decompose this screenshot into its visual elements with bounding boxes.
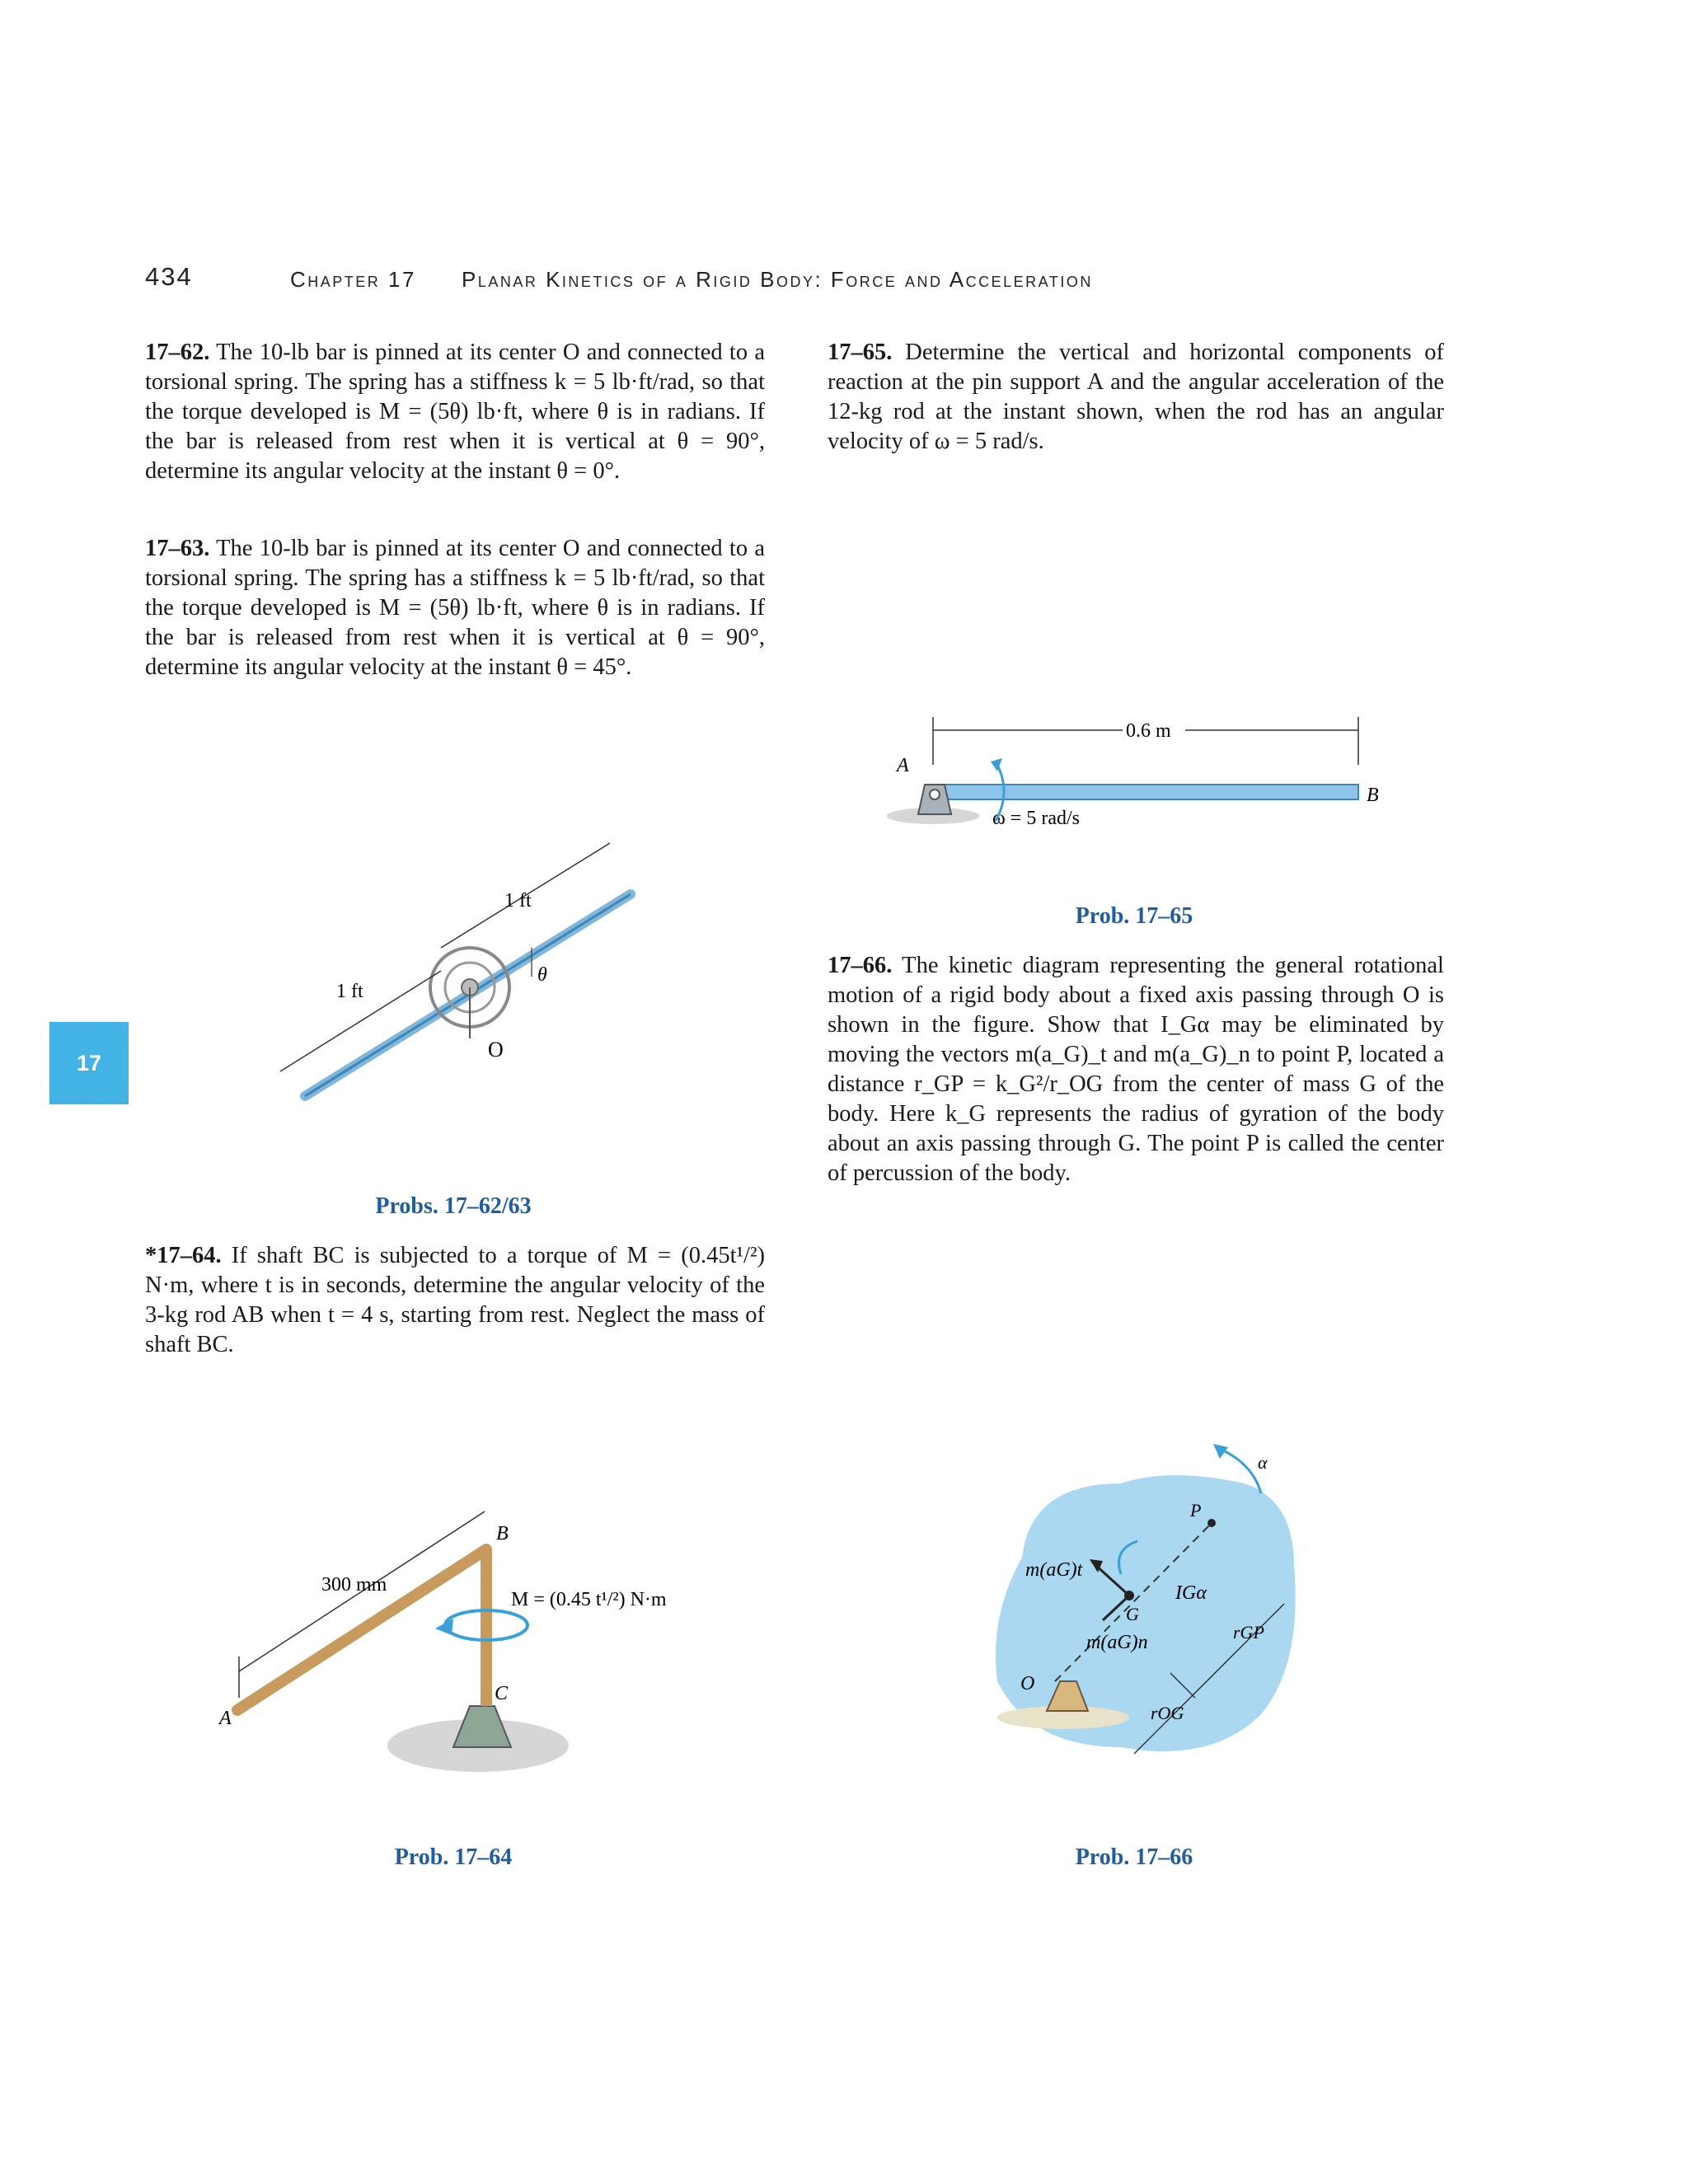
problem-text: The 10-lb bar is pinned at its center O and connected to a torsional spring. The spring has a stiffness k = 5 lb·ft/rad, so that the torque developed is M = (5θ) lb·ft, where θ is in radians. If the bar is released from rest when it is vertical at θ = 90°, determine its angular velocity at the instant θ = 45°. — [145, 536, 765, 680]
figure-17-62-63 — [264, 824, 659, 1121]
label-alpha: α — [1258, 1452, 1268, 1473]
label-1ft-upper: 1 ft — [504, 890, 532, 912]
problem-number: 17–65. — [828, 340, 893, 365]
problem-number: *17–64. — [145, 1243, 222, 1268]
label-p: P — [1190, 1500, 1202, 1521]
point-p — [1207, 1519, 1216, 1527]
caption-17-64: Prob. 17–64 — [394, 1844, 513, 1870]
label-o: O — [488, 1038, 504, 1062]
label-1ft-lower: 1 ft — [336, 981, 363, 1002]
chapter-label: Chapter 17 — [290, 267, 416, 292]
figure-17-64 — [206, 1483, 717, 1780]
problem-number: 17–63. — [145, 536, 210, 561]
label-o: O — [1020, 1673, 1035, 1694]
problem-number: 17–62. — [145, 340, 210, 365]
problem-17-64 — [145, 1241, 765, 1360]
label-b: B — [1367, 785, 1379, 806]
label-mat: m(aG)t — [1025, 1559, 1083, 1581]
chapter-tab: 17 — [49, 1022, 129, 1104]
problem-text: The 10-lb bar is pinned at its center O and connected to a torsional spring. The spring has a stiffness k = 5 lb·ft/rad, so that the torque developed is M = (5θ) lb·ft, where θ is in radians. If the bar is released from rest when it is vertical at θ = 90°, determine its angular velocity at the instant θ = 0°. — [145, 340, 765, 484]
problem-17-65 — [828, 338, 1444, 457]
caption-17-65: Prob. 17–65 — [1075, 903, 1193, 929]
caption-17-66: Prob. 17–66 — [1075, 1844, 1193, 1870]
problem-text: If shaft BC is subjected to a torque of M = (0.45t¹/²) N·m, where t is in seconds, determine the angular velocity of the 3-kg rod AB when t = 4 s, starting from rest. Neglect the mass of shaft BC. — [145, 1243, 765, 1357]
label-b: B — [496, 1523, 509, 1544]
figure-17-66 — [981, 1434, 1327, 1797]
problem-17-62 — [145, 338, 765, 486]
label-a: A — [219, 1708, 232, 1729]
problem-number: 17–66. — [828, 953, 893, 978]
label-man: m(aG)n — [1086, 1632, 1148, 1653]
label-300mm: 300 mm — [321, 1574, 387, 1596]
label-iga: IGα — [1175, 1582, 1207, 1604]
problem-17-66 — [828, 951, 1444, 1188]
figure-17-65 — [882, 709, 1393, 849]
label-c: C — [495, 1683, 509, 1704]
label-omega: ω = 5 rad/s — [992, 808, 1080, 829]
label-a: A — [897, 755, 909, 776]
page-number: 434 — [145, 262, 193, 291]
caption-17-62-63: Probs. 17–62/63 — [375, 1193, 532, 1219]
label-torque: M = (0.45 t¹/²) N·m — [511, 1589, 667, 1610]
chapter-title: Planar Kinetics of a Rigid Body: Force and Acceleration — [462, 267, 1093, 292]
problem-text: The kinetic diagram representing the general rotational motion of a rigid body about a fixed axis passing through O is shown in the figure. Show that I_Gα may be eliminated by moving the vectors m(a_G)_t and m(a_G)_n to point P, located a distance r_GP = k_G²/r_OG from the center of mass G of the body. Here k_G represents the radius of gyration of the body about an axis passing through G. The point P is called the center of percussion of the body. — [828, 953, 1444, 1186]
label-length: 0.6 m — [1126, 720, 1171, 742]
label-theta: θ — [537, 964, 547, 986]
problem-17-63 — [145, 534, 765, 682]
page-header — [145, 262, 1546, 295]
label-g: G — [1126, 1604, 1139, 1624]
rod-ab — [933, 785, 1358, 799]
label-rgp: rGP — [1233, 1622, 1264, 1643]
problem-text: Determine the vertical and horizontal components of reaction at the pin support A and the angular acceleration of the 12-kg rod at the instant shown, when the rod has an angular velocity of ω = 5 rad/s. — [828, 340, 1445, 454]
base-c — [453, 1706, 511, 1747]
label-rog: rOG — [1151, 1703, 1184, 1723]
